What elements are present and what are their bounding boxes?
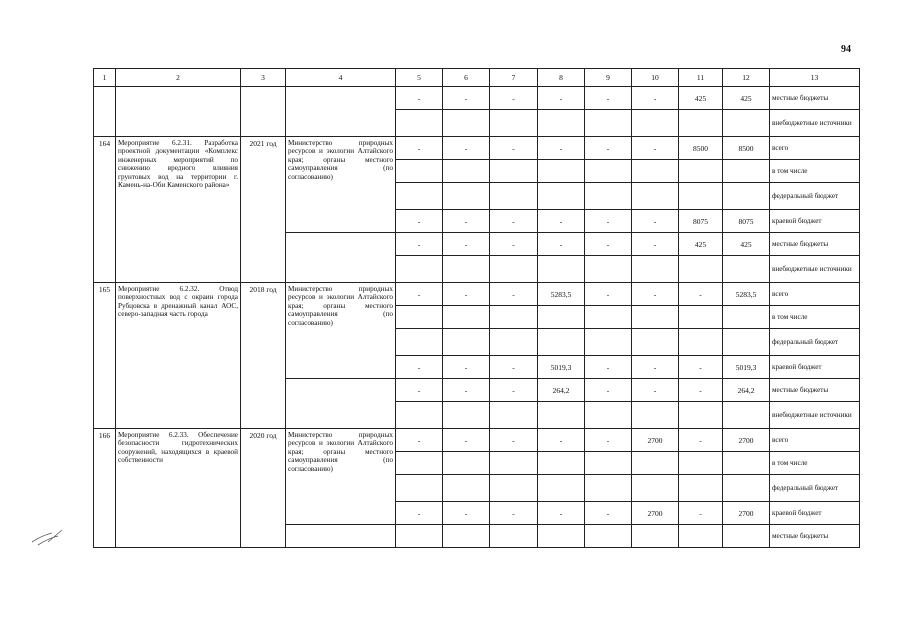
value-cell: -: [396, 137, 443, 160]
value-cell: -: [443, 283, 490, 306]
measure-executor: Министерство природных ресурсов и экологии Алтайского края; органы местного самоуправления (по согласованию): [286, 283, 396, 379]
number-cell: [94, 87, 116, 137]
value-cell: [396, 475, 443, 502]
value-cell: -: [632, 283, 679, 306]
column-header: 4: [286, 69, 396, 87]
value-cell: [490, 452, 538, 475]
value-cell: [585, 256, 632, 283]
value-cell: 425: [723, 233, 770, 256]
column-header: 5: [396, 69, 443, 87]
value-cell: -: [490, 283, 538, 306]
funding-source: всего: [770, 137, 860, 160]
value-cell: [585, 306, 632, 329]
funding-source: краевой бюджет: [770, 502, 860, 525]
value-cell: [538, 525, 585, 548]
value-cell: 2700: [723, 502, 770, 525]
funding-source: внебюджетные источники: [770, 256, 860, 283]
value-cell: -: [396, 356, 443, 379]
measure-executor: Министерство природных ресурсов и экологии Алтайского края; органы местного самоуправления (по согласованию): [286, 137, 396, 233]
value-cell: [538, 402, 585, 429]
value-cell: [723, 525, 770, 548]
value-cell: -: [490, 356, 538, 379]
value-cell: [679, 160, 723, 183]
value-cell: [443, 160, 490, 183]
value-cell: -: [632, 233, 679, 256]
funding-source: всего: [770, 429, 860, 452]
value-cell: -: [538, 137, 585, 160]
measure-number: 166: [94, 429, 116, 548]
value-cell: -: [585, 137, 632, 160]
value-cell: 425: [679, 87, 723, 110]
value-cell: -: [443, 356, 490, 379]
value-cell: [396, 452, 443, 475]
value-cell: 5019,3: [723, 356, 770, 379]
value-cell: [632, 183, 679, 210]
measure-number: 164: [94, 137, 116, 283]
measure-year: 2021 год: [241, 137, 286, 283]
value-cell: 2700: [723, 429, 770, 452]
value-cell: 425: [723, 87, 770, 110]
value-cell: -: [538, 233, 585, 256]
column-header: 7: [490, 69, 538, 87]
column-header: 13: [770, 69, 860, 87]
value-cell: 8500: [723, 137, 770, 160]
value-cell: [538, 110, 585, 137]
value-cell: [490, 329, 538, 356]
value-cell: [632, 329, 679, 356]
value-cell: [538, 160, 585, 183]
funding-source: местные бюджеты: [770, 233, 860, 256]
value-cell: [396, 306, 443, 329]
value-cell: [585, 160, 632, 183]
value-cell: -: [443, 137, 490, 160]
value-cell: [443, 452, 490, 475]
value-cell: [679, 452, 723, 475]
value-cell: [679, 475, 723, 502]
value-cell: 425: [679, 233, 723, 256]
funding-source: всего: [770, 283, 860, 306]
value-cell: [396, 329, 443, 356]
column-header: 1: [94, 69, 116, 87]
value-cell: [396, 402, 443, 429]
value-cell: [396, 183, 443, 210]
funding-source: в том числе: [770, 306, 860, 329]
value-cell: [538, 452, 585, 475]
value-cell: [723, 475, 770, 502]
value-cell: [490, 160, 538, 183]
value-cell: -: [632, 210, 679, 233]
funding-source: федеральный бюджет: [770, 183, 860, 210]
value-cell: [679, 183, 723, 210]
value-cell: [443, 183, 490, 210]
value-cell: -: [585, 283, 632, 306]
handwritten-mark: [28, 526, 68, 548]
value-cell: -: [679, 356, 723, 379]
value-cell: [538, 183, 585, 210]
year-cell: [241, 87, 286, 137]
column-header: 3: [241, 69, 286, 87]
value-cell: [632, 256, 679, 283]
funding-source: местные бюджеты: [770, 379, 860, 402]
value-cell: [632, 402, 679, 429]
value-cell: -: [679, 429, 723, 452]
value-cell: [396, 110, 443, 137]
value-cell: 5019,3: [538, 356, 585, 379]
value-cell: [679, 525, 723, 548]
value-cell: 264,2: [538, 379, 585, 402]
value-cell: [585, 475, 632, 502]
value-cell: [723, 402, 770, 429]
column-header: 11: [679, 69, 723, 87]
column-header: 6: [443, 69, 490, 87]
value-cell: -: [490, 379, 538, 402]
value-cell: [585, 110, 632, 137]
column-header: 12: [723, 69, 770, 87]
value-cell: [538, 329, 585, 356]
table-row: [94, 137, 860, 160]
value-cell: -: [585, 233, 632, 256]
value-cell: -: [632, 379, 679, 402]
funding-source: внебюджетные источники: [770, 110, 860, 137]
value-cell: 2700: [632, 502, 679, 525]
value-cell: [723, 306, 770, 329]
value-cell: [585, 452, 632, 475]
value-cell: [396, 525, 443, 548]
value-cell: -: [396, 429, 443, 452]
value-cell: [490, 525, 538, 548]
value-cell: [443, 329, 490, 356]
value-cell: [443, 306, 490, 329]
value-cell: -: [490, 233, 538, 256]
value-cell: [723, 256, 770, 283]
value-cell: -: [585, 356, 632, 379]
value-cell: 2700: [632, 429, 679, 452]
value-cell: [585, 525, 632, 548]
value-cell: [585, 402, 632, 429]
value-cell: -: [396, 210, 443, 233]
funding-source: в том числе: [770, 160, 860, 183]
header-row: [94, 69, 860, 87]
value-cell: [585, 183, 632, 210]
value-cell: [632, 110, 679, 137]
value-cell: 264,2: [723, 379, 770, 402]
value-cell: -: [443, 502, 490, 525]
value-cell: [723, 110, 770, 137]
value-cell: -: [679, 379, 723, 402]
value-cell: [679, 110, 723, 137]
column-header: 10: [632, 69, 679, 87]
value-cell: -: [396, 233, 443, 256]
funding-source: краевой бюджет: [770, 210, 860, 233]
budget-table: [93, 68, 860, 548]
funding-source: местные бюджеты: [770, 525, 860, 548]
value-cell: -: [443, 233, 490, 256]
value-cell: [490, 183, 538, 210]
funding-source: в том числе: [770, 452, 860, 475]
value-cell: [723, 160, 770, 183]
executor-cell: [286, 87, 396, 137]
page-number: 94: [841, 44, 851, 55]
value-cell: -: [679, 502, 723, 525]
value-cell: -: [443, 379, 490, 402]
value-cell: -: [632, 87, 679, 110]
value-cell: -: [396, 283, 443, 306]
value-cell: 8075: [679, 210, 723, 233]
value-cell: 8075: [723, 210, 770, 233]
measure-description: Мероприятие 6.2.33. Обеспечение безопасности гидротехнических сооружений, находящихся в краевой собственности: [116, 429, 241, 548]
value-cell: -: [490, 429, 538, 452]
value-cell: -: [585, 87, 632, 110]
value-cell: -: [632, 137, 679, 160]
value-cell: -: [443, 210, 490, 233]
value-cell: [443, 402, 490, 429]
value-cell: -: [443, 429, 490, 452]
funding-source: местные бюджеты: [770, 87, 860, 110]
value-cell: -: [443, 87, 490, 110]
value-cell: [443, 256, 490, 283]
value-cell: 5283,5: [538, 283, 585, 306]
value-cell: [679, 306, 723, 329]
funding-source: федеральный бюджет: [770, 329, 860, 356]
value-cell: [632, 452, 679, 475]
value-cell: [723, 452, 770, 475]
value-cell: -: [490, 210, 538, 233]
value-cell: [443, 475, 490, 502]
value-cell: [679, 402, 723, 429]
value-cell: [585, 329, 632, 356]
value-cell: -: [679, 283, 723, 306]
column-header: 8: [538, 69, 585, 87]
executor-cell-empty: [286, 379, 396, 429]
value-cell: -: [585, 429, 632, 452]
value-cell: [443, 110, 490, 137]
value-cell: [538, 256, 585, 283]
executor-cell-empty: [286, 525, 396, 548]
value-cell: -: [585, 502, 632, 525]
description-cell: [116, 87, 241, 137]
funding-source: краевой бюджет: [770, 356, 860, 379]
value-cell: [679, 329, 723, 356]
funding-source: федеральный бюджет: [770, 475, 860, 502]
measure-description: Мероприятие 6.2.31. Разработка проектной документации «Комплекс инженерных мероприятий по снижению вредного влияния грунтовых вод на территории г. Камень-на-Оби Каменского района»: [116, 137, 241, 283]
measure-description: Мероприятие 6.2.32. Отвод поверхностных вод с окраин города Рубцовска в дренажный канал АОС, северо-западная часть города: [116, 283, 241, 429]
value-cell: [490, 475, 538, 502]
measure-executor: Министерство природных ресурсов и экологии Алтайского края; органы местного самоуправления (по согласованию): [286, 429, 396, 525]
value-cell: -: [538, 87, 585, 110]
value-cell: -: [396, 502, 443, 525]
value-cell: [490, 256, 538, 283]
table-row: [94, 283, 860, 306]
value-cell: [396, 256, 443, 283]
value-cell: -: [490, 502, 538, 525]
measure-number: 165: [94, 283, 116, 429]
value-cell: 5283,5: [723, 283, 770, 306]
value-cell: [632, 160, 679, 183]
value-cell: -: [538, 429, 585, 452]
value-cell: -: [538, 210, 585, 233]
value-cell: [396, 160, 443, 183]
value-cell: [490, 110, 538, 137]
value-cell: 8500: [679, 137, 723, 160]
value-cell: [538, 306, 585, 329]
value-cell: -: [585, 379, 632, 402]
column-header: 2: [116, 69, 241, 87]
value-cell: [490, 306, 538, 329]
executor-cell-empty: [286, 233, 396, 283]
value-cell: [723, 329, 770, 356]
value-cell: [632, 306, 679, 329]
column-header: 9: [585, 69, 632, 87]
value-cell: -: [396, 379, 443, 402]
table-row: [94, 429, 860, 452]
value-cell: -: [632, 356, 679, 379]
table-row: [94, 87, 860, 110]
measure-year: 2020 год: [241, 429, 286, 548]
measure-year: 2018 год: [241, 283, 286, 429]
value-cell: -: [490, 137, 538, 160]
value-cell: [443, 525, 490, 548]
value-cell: -: [538, 502, 585, 525]
value-cell: -: [585, 210, 632, 233]
value-cell: [723, 183, 770, 210]
value-cell: [490, 402, 538, 429]
funding-source: внебюджетные источники: [770, 402, 860, 429]
value-cell: [538, 475, 585, 502]
value-cell: [632, 525, 679, 548]
value-cell: [632, 475, 679, 502]
value-cell: -: [490, 87, 538, 110]
value-cell: [679, 256, 723, 283]
value-cell: -: [396, 87, 443, 110]
